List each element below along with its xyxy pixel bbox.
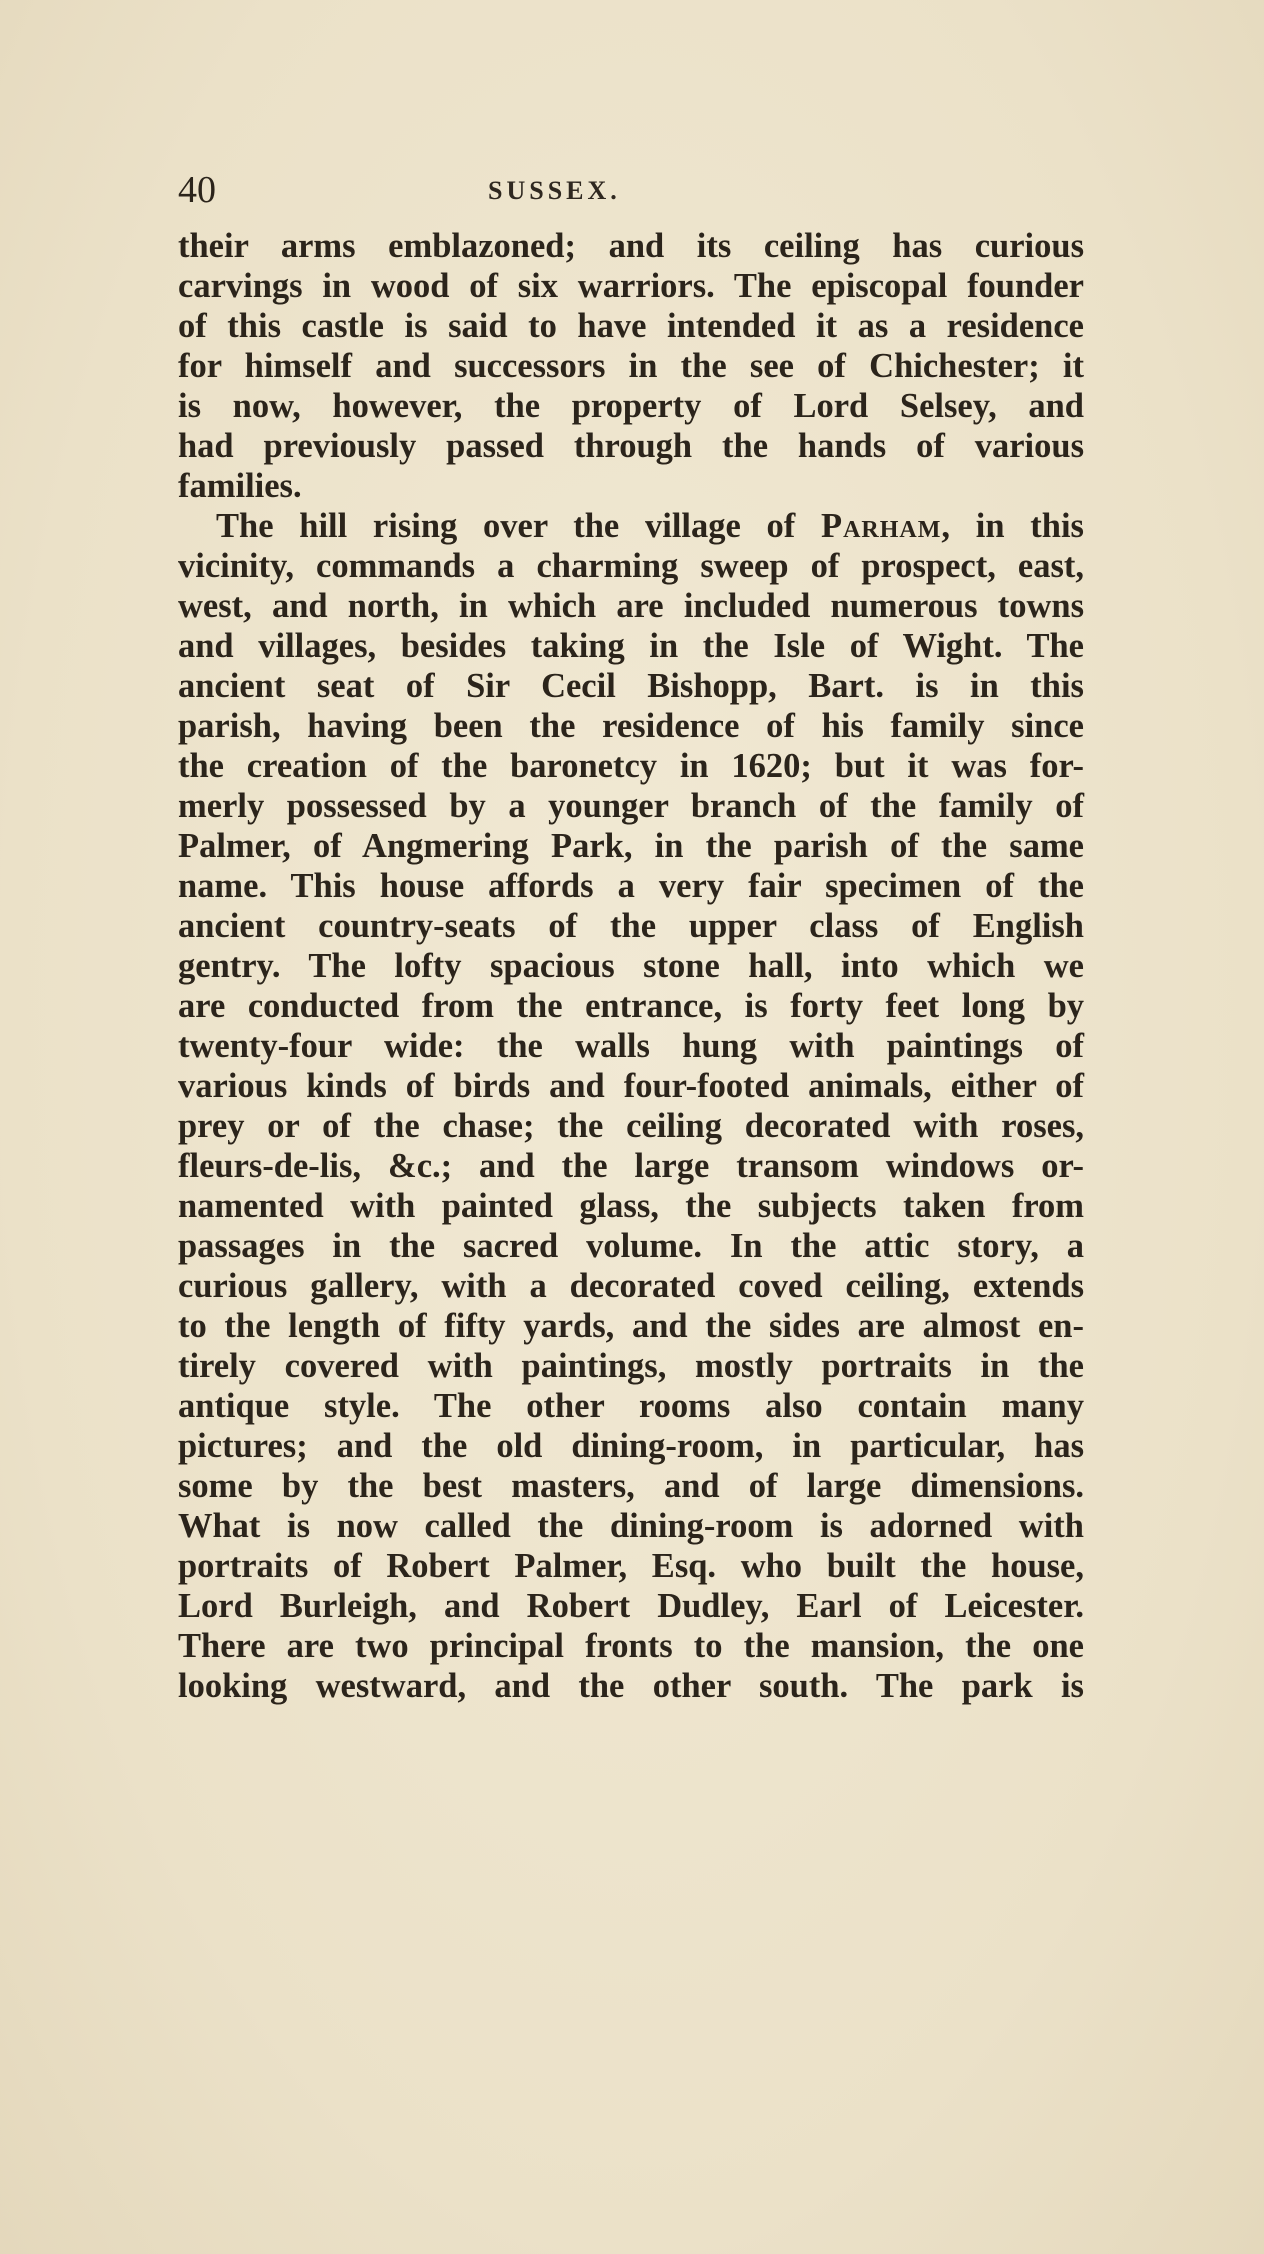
text-line: ancient country-seats of the upper class of English bbox=[178, 907, 1084, 945]
text-line: various kinds of birds and four-footed animals, either of bbox=[178, 1067, 1084, 1105]
text-line: passages in the sacred volume. In the attic story, a bbox=[178, 1227, 1084, 1265]
text-line: gentry. The lofty spacious stone hall, into which we bbox=[178, 947, 1084, 985]
text-line: Palmer, of Angmering Park, in the parish of the same bbox=[178, 827, 1084, 865]
text-line: pictures; and the old dining-room, in particular, has bbox=[178, 1427, 1084, 1465]
text-line: are conducted from the entrance, is forty feet long by bbox=[178, 987, 1084, 1025]
line-segment: , in this bbox=[941, 507, 1084, 545]
text-line: vicinity, commands a charming sweep of prospect, east, bbox=[178, 547, 1084, 585]
text-line: fleurs-de-lis, &c.; and the large transom windows or- bbox=[178, 1147, 1084, 1185]
text-line: twenty-four wide: the walls hung with paintings of bbox=[178, 1027, 1084, 1065]
text-line: namented with painted glass, the subjects taken from bbox=[178, 1187, 1084, 1225]
text-line: tirely covered with paintings, mostly portraits in the bbox=[178, 1347, 1084, 1385]
text-line: and villages, besides taking in the Isle of Wight. The bbox=[178, 627, 1084, 665]
text-line: portraits of Robert Palmer, Esq. who built the house, bbox=[178, 1547, 1084, 1585]
text-line: some by the best masters, and of large dimensions. bbox=[178, 1467, 1084, 1505]
text-line: Lord Burleigh, and Robert Dudley, Earl of Leicester. bbox=[178, 1587, 1084, 1625]
text-line: What is now called the dining-room is adorned with bbox=[178, 1507, 1084, 1545]
text-line: looking westward, and the other south. The park is bbox=[178, 1667, 1084, 1705]
text-line: had previously passed through the hands of various bbox=[178, 427, 1084, 465]
page-number: 40 bbox=[178, 169, 216, 211]
text-line: families. bbox=[178, 467, 302, 505]
text-line: merly possessed by a younger branch of the family of bbox=[178, 787, 1084, 825]
place-name-parham: Parham bbox=[821, 507, 942, 545]
text-line: for himself and successors in the see of Chichester; it bbox=[178, 347, 1084, 385]
line-segment: The hill rising over the village of bbox=[216, 507, 822, 545]
body-text bbox=[178, 226, 1084, 1706]
text-line: antique style. The other rooms also contain many bbox=[178, 1387, 1084, 1425]
running-title: SUSSEX. bbox=[488, 176, 621, 205]
text-line: curious gallery, with a decorated coved ceiling, extends bbox=[178, 1267, 1084, 1305]
text-line: name. This house affords a very fair specimen of the bbox=[178, 867, 1084, 905]
text-line: west, and north, in which are included numerous towns bbox=[178, 587, 1084, 625]
text-line: ancient seat of Sir Cecil Bishopp, Bart. is in this bbox=[178, 667, 1084, 705]
running-head bbox=[178, 165, 1084, 215]
text-line: their arms emblazoned; and its ceiling has curious bbox=[178, 227, 1084, 265]
text-line: to the length of fifty yards, and the sides are almost en- bbox=[178, 1307, 1084, 1345]
text-line: prey or of the chase; the ceiling decorated with roses, bbox=[178, 1107, 1084, 1145]
text-line: There are two principal fronts to the mansion, the one bbox=[178, 1627, 1084, 1665]
text-line: of this castle is said to have intended it as a residence bbox=[178, 307, 1084, 345]
text-line: is now, however, the property of Lord Selsey, and bbox=[178, 387, 1084, 425]
text-line: parish, having been the residence of his family since bbox=[178, 707, 1084, 745]
text-line bbox=[178, 506, 1084, 546]
text-line: the creation of the baronetcy in 1620; but it was for- bbox=[178, 747, 1084, 785]
text-line: carvings in wood of six warriors. The episcopal founder bbox=[178, 267, 1084, 305]
